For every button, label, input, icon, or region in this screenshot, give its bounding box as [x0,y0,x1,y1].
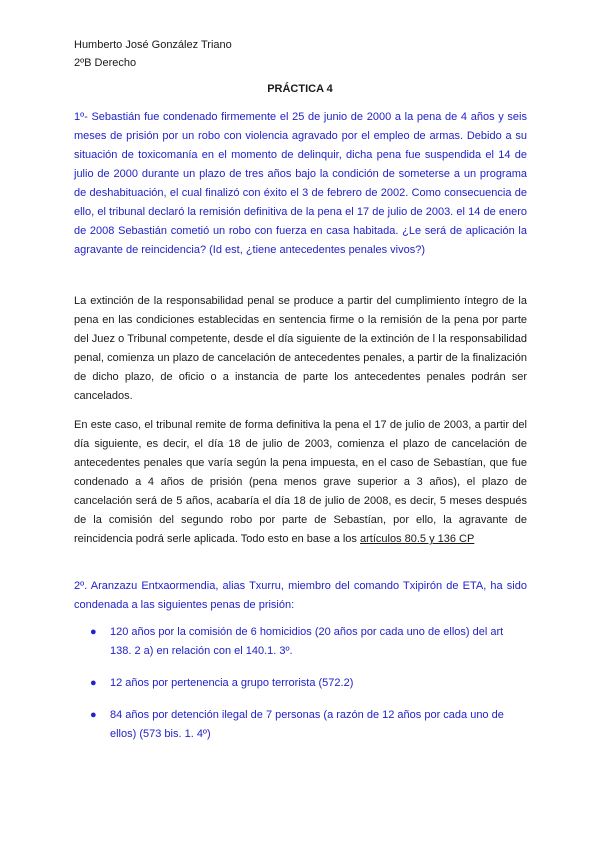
bullet-icon: ● [90,626,97,638]
answer-1-paragraph-1: La extinción de la responsabilidad penal se produce a partir del cumplimiento íntegro de la pena en las condiciones establecidas en sentencia firme o la remisión de la pena por parte del Juez o Tribunal competente, desde el día siguiente de la extinción de l la responsabilidad penal, comienza un plazo de cancelación de antecedentes penales, a partir de la finalización de dicho plazo, de oficio o a instancia de parte los antecedentes penales podrán ser cancelados. [74,295,527,402]
course-label: 2ºB Derecho [74,57,137,69]
page-title: PRÁCTICA 4 [267,83,333,95]
question-1: 1º- Sebastián fue condenado firmemente el 25 de junio de 2000 a la pena de 4 años y seis meses de prisión por un robo con violencia agravado por el empleo de armas. Debido a su situación de toxicomanía en el momento de delinquir, dicha pena fue suspendida el 14 de julio de 2000 durante un plazo de tres años bajo la condición de someterse a un programa de deshabituación, el cual finalizó con éxito el 3 de febrero de 2002. Como consecuencia de ello, el tribunal declaró la remisión definitiva de la pena el 17 de julio de 2003. el 14 de enero de 2008 Sebastián cometió un robo con fuerza en casa habitada. ¿Le será de aplicación la agravante de reincidencia? (Id est, ¿tiene antecedentes penales vivos?) [74,111,527,256]
bullet-icon: ● [90,677,97,689]
penalties-list [92,623,527,757]
list-item [92,623,527,661]
list-item [92,674,527,693]
answer-1-paragraph-2-text: En este caso, el tribunal remite de forma definitiva la pena el 17 de julio de 2003, a partir del día siguiente, es decir, el día 18 de julio de 2003, comienza el plazo de cancelación de antecedentes penales que varía según la pena impuesta, en el caso de Sebastían, que fue condenado a 4 años de prisión (pena menos grave superior a 3 años), el plazo de cancelación será de 5 años, acabaría el día 18 de julio de 2008, es decir, 5 meses después de la comisión del segundo robo por parte de Sebastían, por ello, la agravante de reincidencia podrá serle aplicada. Todo esto en base a los [74,419,527,545]
bullet-icon: ● [90,709,97,721]
author-name: Humberto José González Triano [74,39,232,51]
answer-1-paragraph-2 [74,416,527,549]
question-2: 2º. Aranzazu Entxaormendia, alias Txurru, miembro del comando Txipirón de ETA, ha sido condenada a las siguientes penas de prisión: [74,580,527,611]
list-item-text: 84 años por detención ilegal de 7 personas (a razón de 12 años por cada uno de ellos) (573 bis. 1. 4º) [110,709,504,740]
list-item-text: 120 años por la comisión de 6 homicidios (20 años por cada uno de ellos) del art 138. 2 a) en relación con el 140.1. 3º. [110,626,504,657]
articles-reference: artículos 80.5 y 136 CP [360,533,475,545]
list-item [92,706,527,744]
list-item-text: 12 años por pertenencia a grupo terrorista (572.2) [110,677,354,689]
